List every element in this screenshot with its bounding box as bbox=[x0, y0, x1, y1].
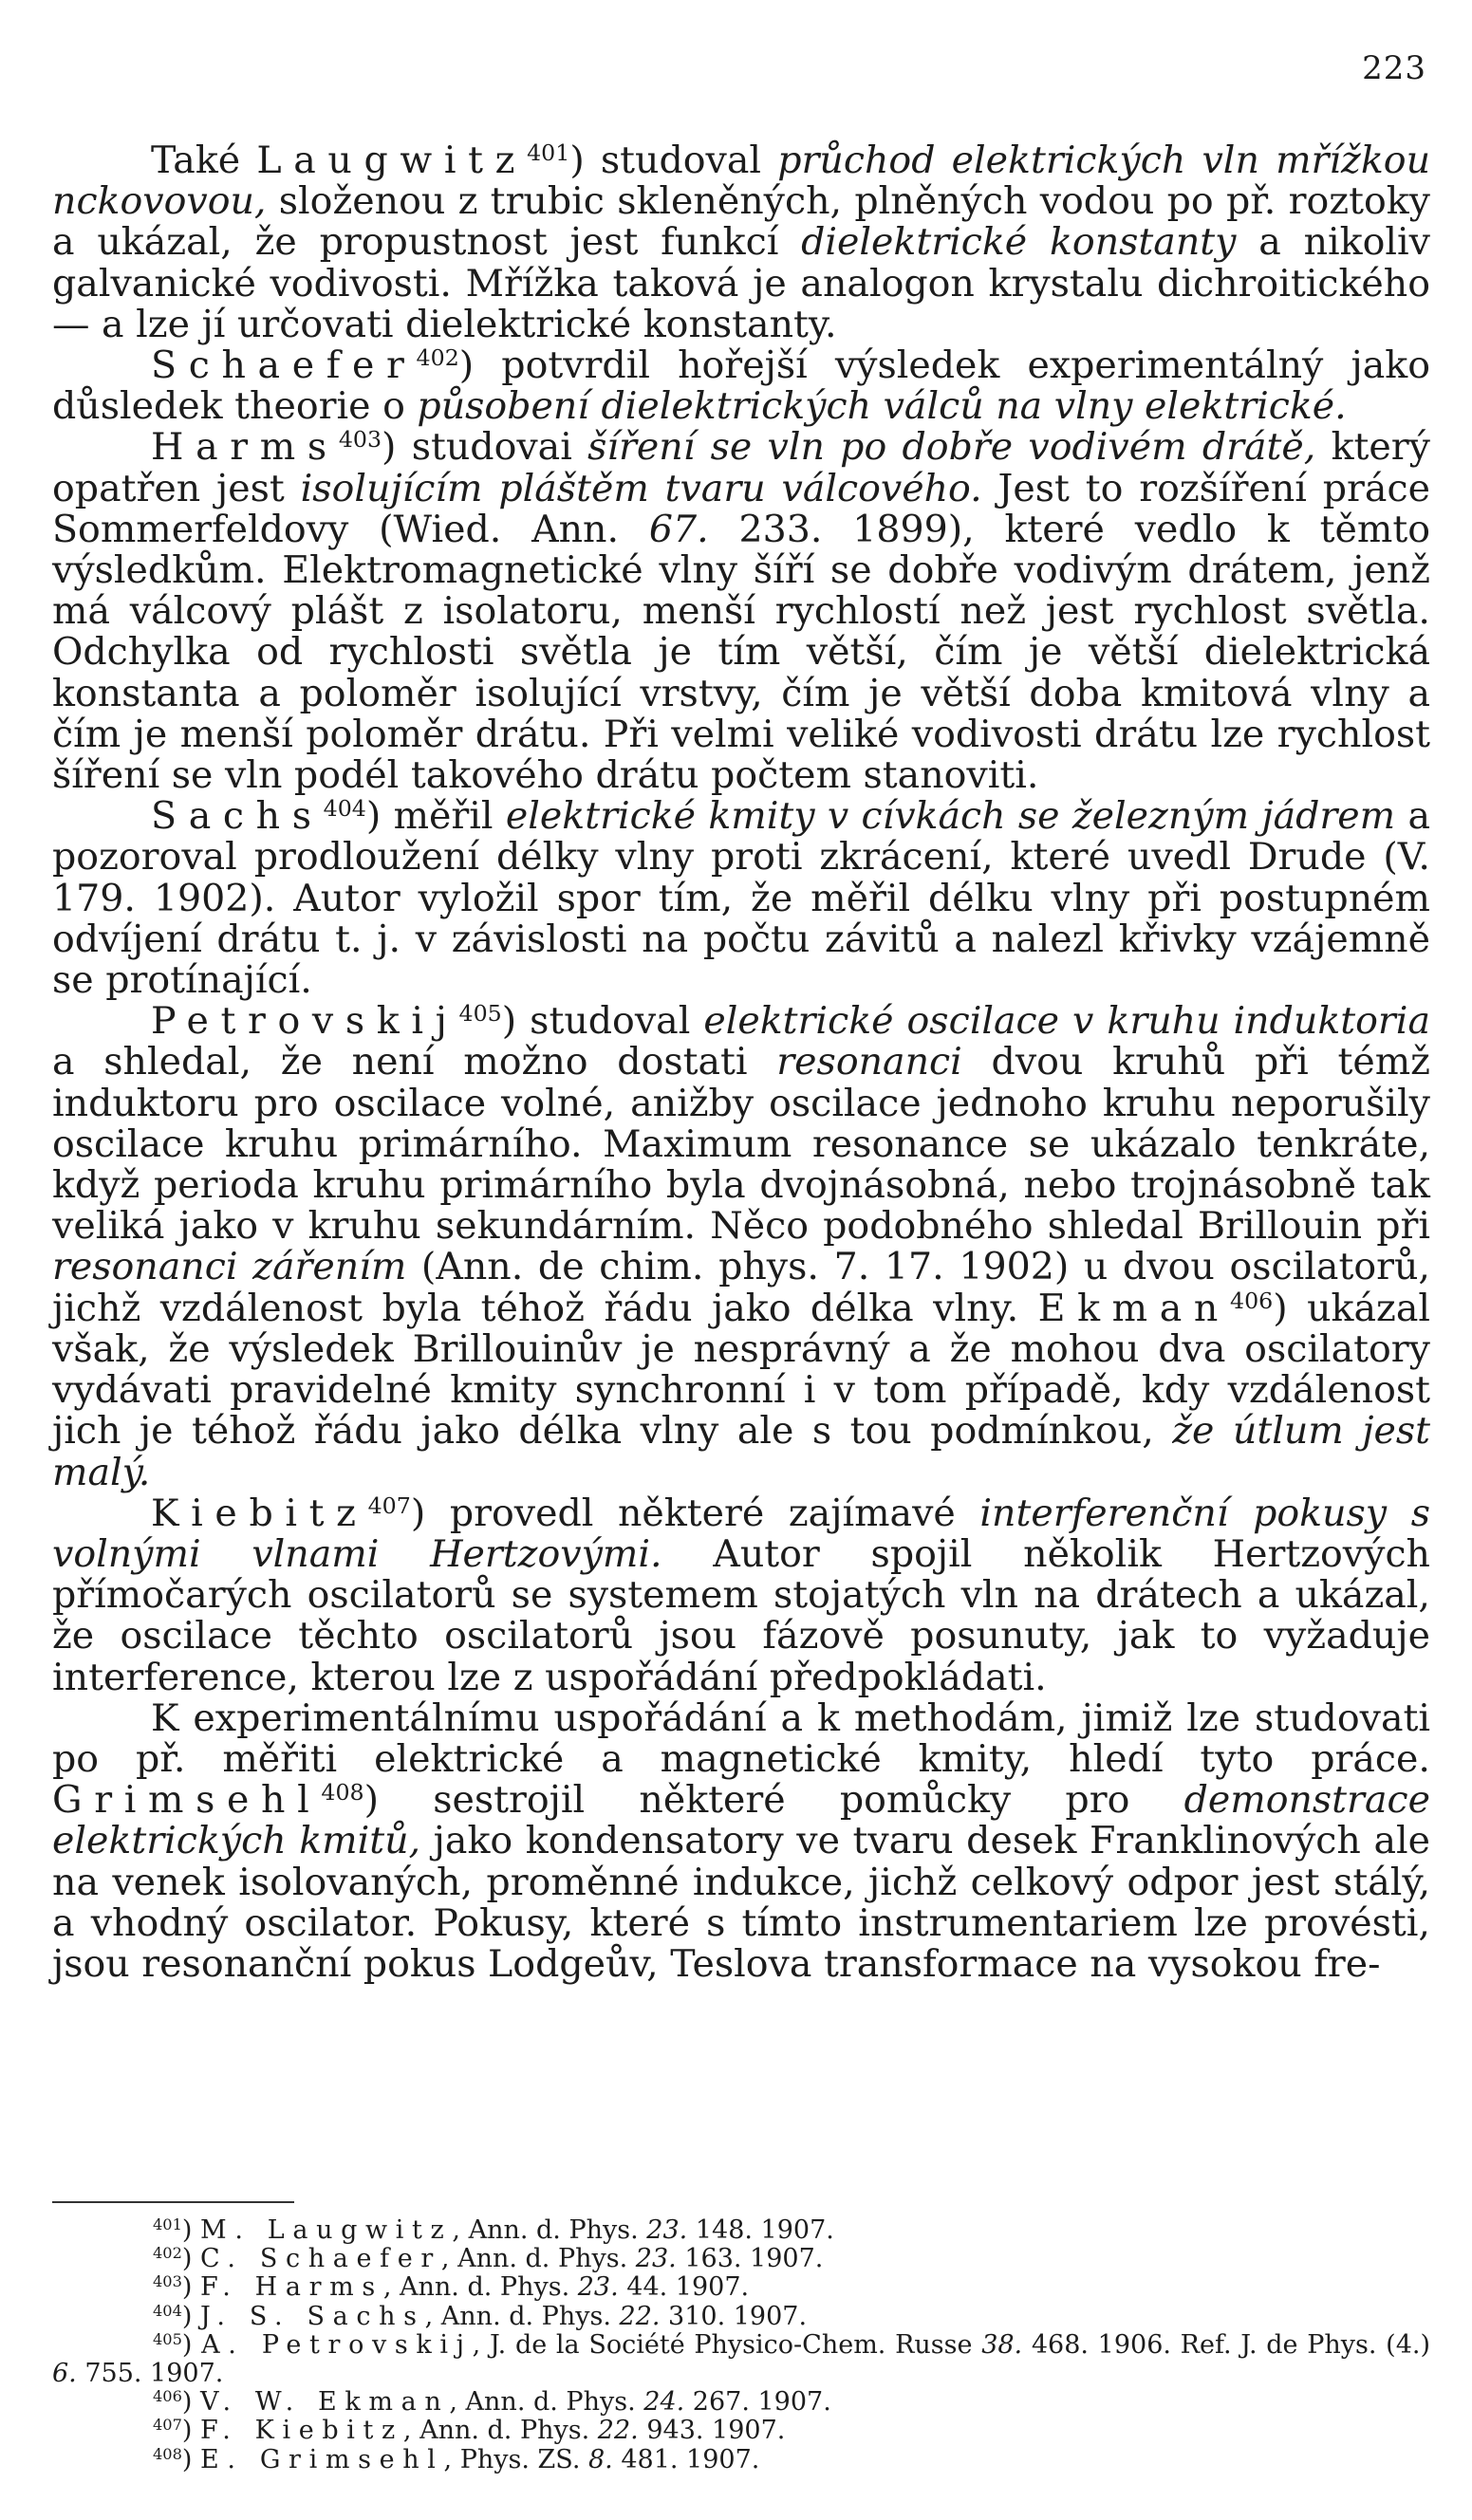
footnote-ref: 403 bbox=[338, 426, 382, 454]
text-run: 468. 1906. Ref. J. de Phys. (4.) bbox=[1022, 2329, 1431, 2360]
footnote-number: 403 bbox=[153, 2272, 182, 2291]
author-name: Schaefer bbox=[151, 343, 417, 388]
text-run: složenou z trubic skleněných, plněných vodou po př. roztoky a ukázal, že propustnost jest funkcí bbox=[52, 179, 1430, 265]
emphasis: isolujícím pláštěm tvaru válcového. bbox=[300, 466, 982, 510]
footnote-number: 402 bbox=[153, 2244, 182, 2263]
text-run: 44. 1907. bbox=[618, 2272, 750, 2303]
emphasis: resonanci zářením bbox=[52, 1245, 407, 1289]
text-run: dvou kruhů při témž induktoru pro oscilace volné, anižby oscilace jednoho kruhu neporušily oscilace kruhu primárního. Maximum resonance se ukázalo tenkráte, když perioda kruhu primárního byla dvojnásobná, nebo trojnásobně tak veliká jako v kruhu sekundárním. Něco podobného shledal Brillouin při bbox=[52, 1040, 1430, 1249]
text-run: a shledal, že není možno dostati bbox=[52, 1040, 777, 1084]
text-run: (Ann. de chim. phys. 7. 17. 1902) u dvou oscilatorů, jichž vzdálenost byla téhož řádu jako délka vlny. bbox=[52, 1245, 1430, 1330]
volume: 8. bbox=[588, 2444, 613, 2474]
text-run: jako kondensatory ve tvaru desek Franklinových ale na venek isolovaných, proměnné indukce, jichž celkový odpor jest stálý, a vhodný oscilator. Pokusy, které s tímto instrumentariem lze provésti, jsou resonanční pokus Lodgeův, Teslova transformace na vysokou fre- bbox=[52, 1819, 1430, 1986]
footnote-402: $^{402}$) C. Schaefer, Ann. d. Phys. 23. 163. 1907. bbox=[153, 2244, 824, 2274]
emphasis: resonanci bbox=[776, 1040, 962, 1084]
emphasis: 67. bbox=[648, 507, 709, 551]
text-run: , Ann. d. Phys. bbox=[402, 2416, 598, 2446]
author-name: Harms bbox=[151, 425, 339, 470]
emphasis: elektrické oscilace v kruhu induktoria bbox=[703, 999, 1430, 1044]
volume: 23. bbox=[577, 2272, 619, 2303]
text-run: 267. 1907. bbox=[684, 2387, 831, 2418]
footnote-author: F. Kiebitz bbox=[200, 2416, 403, 2446]
volume: 22. bbox=[619, 2301, 661, 2331]
footnote-author: E. Grimsehl bbox=[200, 2444, 444, 2474]
text-run: ) studoval bbox=[501, 999, 704, 1044]
text-run: ) studovai bbox=[382, 425, 588, 470]
text-run: , Ann. d. Phys. bbox=[382, 2272, 578, 2303]
footnote-404: $^{404}$) J. S. Sachs, Ann. d. Phys. 22. 310. 1907. bbox=[153, 2301, 808, 2331]
footnote-403: $^{403}$) F. Harms, Ann. d. Phys. 23. 44. 1907. bbox=[153, 2272, 750, 2303]
main-text bbox=[52, 140, 1430, 1985]
text-run: 310. 1907. bbox=[660, 2301, 808, 2331]
footnote-author: M. Laugwitz bbox=[200, 2215, 453, 2245]
text-run: ) provedl některé zajímavé bbox=[410, 1491, 980, 1535]
footnote-ref: 407 bbox=[367, 1492, 411, 1519]
text-run: a nikoliv galvanické vodivosti. Mřížka taková je analogon krystalu dichroitického — a lze jí určovati dielektrické konstanty. bbox=[52, 220, 1430, 346]
paragraph-laugwitz bbox=[52, 140, 1430, 345]
volume: 38. bbox=[981, 2329, 1023, 2360]
footnote-401: $^{401}$) M. Laugwitz, Ann. d. Phys. 23. 148. 1907. bbox=[153, 2215, 834, 2245]
text-run: , Ann. d. Phys. bbox=[440, 2244, 636, 2274]
footnote-ref: 401 bbox=[527, 139, 570, 166]
text-run: , Ann. d. Phys. bbox=[424, 2301, 620, 2331]
volume: 23. bbox=[646, 2215, 688, 2245]
footnote-ref: 408 bbox=[321, 1779, 364, 1807]
text-run: , J. de la Société Physico-Chem. Russe bbox=[472, 2329, 982, 2360]
emphasis: dielektrické konstanty bbox=[801, 220, 1237, 265]
paragraph-grimsehl bbox=[52, 1695, 1430, 1986]
footnote-405: $^{405}$) A. Petrovskij, J. de la Société Physico-Chem. Russe 38. 468. 1906. Ref. J. de Phys. (4.) 6. 755. 1907. bbox=[52, 2329, 1431, 2389]
footnote-number: 407 bbox=[153, 2416, 182, 2435]
footnote-number: 401 bbox=[153, 2215, 182, 2234]
text-run: ) sestrojil některé pomůcky pro bbox=[363, 1778, 1184, 1823]
footnote-number: 405 bbox=[153, 2329, 182, 2348]
footnote-author: J. S. Sachs bbox=[200, 2301, 425, 2331]
volume: 23. bbox=[635, 2244, 677, 2274]
author-name: Grimsehl bbox=[52, 1778, 322, 1823]
footnote-author: C. Schaefer bbox=[200, 2244, 441, 2274]
text-run: ) měřil bbox=[365, 794, 506, 839]
footnote-number: 408 bbox=[153, 2444, 182, 2463]
volume: 22. bbox=[597, 2416, 639, 2446]
emphasis: elektrické kmity v cívkách se železným jádrem bbox=[505, 794, 1396, 839]
text-run: Autor spojil několik Hertzových přímočarých oscilatorů se systemem stojatých vln na drátech a ukázal, že oscilace těchto oscilatorů jsou fázově posunuty, jak to vyžaduje interference, kterou lze z uspořádání předpokládati. bbox=[52, 1531, 1430, 1699]
footnote-406: $^{406}$) V. W. Ekman, Ann. d. Phys. 24. 267. 1907. bbox=[153, 2387, 831, 2418]
paragraph-schaefer bbox=[52, 345, 1430, 427]
volume: 24. bbox=[643, 2387, 685, 2418]
text-run: 481. 1907. bbox=[612, 2444, 760, 2474]
footnote-ref: 406 bbox=[1230, 1287, 1274, 1314]
text-run: ) ukázal však, že výsledek Brillouinův je nesprávný a že mohou dva oscilatory vydávati pravidelné kmity synchronní i v tom případě, kdy vzdálenost jich je téhož řádu jako délka vlny ale s tou podmínkou, bbox=[52, 1286, 1430, 1454]
author-name: Sachs bbox=[151, 794, 324, 839]
text-run: 233. 1899), které vedlo k těmto výsledkům. Elektromagnetické vlny šíří se dobře vodivým drátem, jenž má válcový plášt z isolatoru, menší rychlostí než jest rychlost světla. Odchylka od rychlosti světla je tím větší, čím je větší dielektrická konstanta a poloměr isolující vrstvy, čím je větší doba kmitová vlny a čím je menší poloměr drátu. Při velmi veliké vodivosti drátu lze rychlost šíření se vln podél takového drátu počtem stanoviti. bbox=[52, 507, 1430, 798]
emphasis: působení dielektrických válců na vlny elektrické. bbox=[417, 384, 1347, 429]
volume: 6. bbox=[52, 2359, 77, 2389]
text-run: Také bbox=[151, 139, 257, 182]
emphasis: že útlum jest malý. bbox=[52, 1409, 1430, 1494]
author-name: Kiebitz bbox=[151, 1491, 368, 1535]
text-run: ) studoval bbox=[569, 139, 778, 182]
footnote-author: V. W. Ekman bbox=[200, 2387, 450, 2418]
author-name: Petrovskij bbox=[151, 999, 459, 1044]
footnote-407: $^{407}$) F. Kiebitz, Ann. d. Phys. 22. 943. 1907. bbox=[153, 2416, 786, 2446]
footnote-ref: 404 bbox=[323, 795, 366, 823]
footnote-ref: 402 bbox=[416, 343, 459, 371]
text-run: , Ann. d. Phys. bbox=[449, 2387, 644, 2418]
text-run: , Phys. ZS. bbox=[443, 2444, 588, 2474]
page-number: 223 bbox=[1362, 49, 1426, 87]
text-run: K experimentálnímu uspořádání a k methodám, jimiž lze studovati po př. měřiti elektrické a magnetické kmity, hledí tyto práce. bbox=[52, 1695, 1430, 1781]
text-run: a pozoroval prodloužení délky vlny proti zkrácení, které uvedl Drude (V. 179. 1902). Autor vyložil spor tím, že měřil délku vlny při postupném odvíjení drátu t. j. v závislosti na počtu závitů a nalezl křivky vzájemně se protínající. bbox=[52, 794, 1430, 1003]
emphasis: interferenční pokusy s volnými vlnami Hertzovými. bbox=[52, 1491, 1430, 1576]
paragraph-harms bbox=[52, 427, 1430, 796]
footnote-ref: 405 bbox=[458, 1000, 502, 1028]
text-run: , Ann. d. Phys. bbox=[452, 2215, 647, 2245]
text-run: 163. 1907. bbox=[676, 2244, 824, 2274]
footnote-408: $^{408}$) E. Grimsehl, Phys. ZS. 8. 481. 1907. bbox=[153, 2444, 760, 2474]
emphasis: průchod elektrických vln mřížkou nckovovou, bbox=[52, 139, 1431, 224]
text-run: 943. 1907. bbox=[638, 2416, 786, 2446]
paragraph-kiebitz bbox=[52, 1493, 1430, 1698]
author-name: Laugwitz bbox=[256, 139, 528, 182]
footnote-divider bbox=[52, 2201, 294, 2203]
paragraph-sachs bbox=[52, 796, 1430, 1001]
paragraph-petrovskij bbox=[52, 1001, 1430, 1492]
text-run: Jest to rozšíření práce Sommerfeldovy (Wied. Ann. bbox=[52, 466, 1430, 551]
footnote-author: F. Harms bbox=[200, 2272, 383, 2303]
text-run: ) potvrdil hořejší výsledek experimentálný jako důsledek theorie o bbox=[52, 343, 1430, 429]
footnotes bbox=[52, 2216, 1430, 2474]
emphasis: šíření se vln po dobře vodivém drátě, bbox=[587, 425, 1316, 470]
footnote-number: 406 bbox=[153, 2387, 182, 2406]
author-name: Ekman bbox=[1037, 1286, 1231, 1330]
text-run: 755. 1907. bbox=[76, 2359, 224, 2389]
emphasis: demonstrace elektrických kmitů, bbox=[52, 1778, 1430, 1863]
text-run: 148. 1907. bbox=[687, 2215, 834, 2245]
text-run: který opatřen jest bbox=[52, 425, 1430, 510]
footnote-number: 404 bbox=[153, 2301, 182, 2320]
footnote-author: A. Petrovskij bbox=[201, 2329, 473, 2360]
